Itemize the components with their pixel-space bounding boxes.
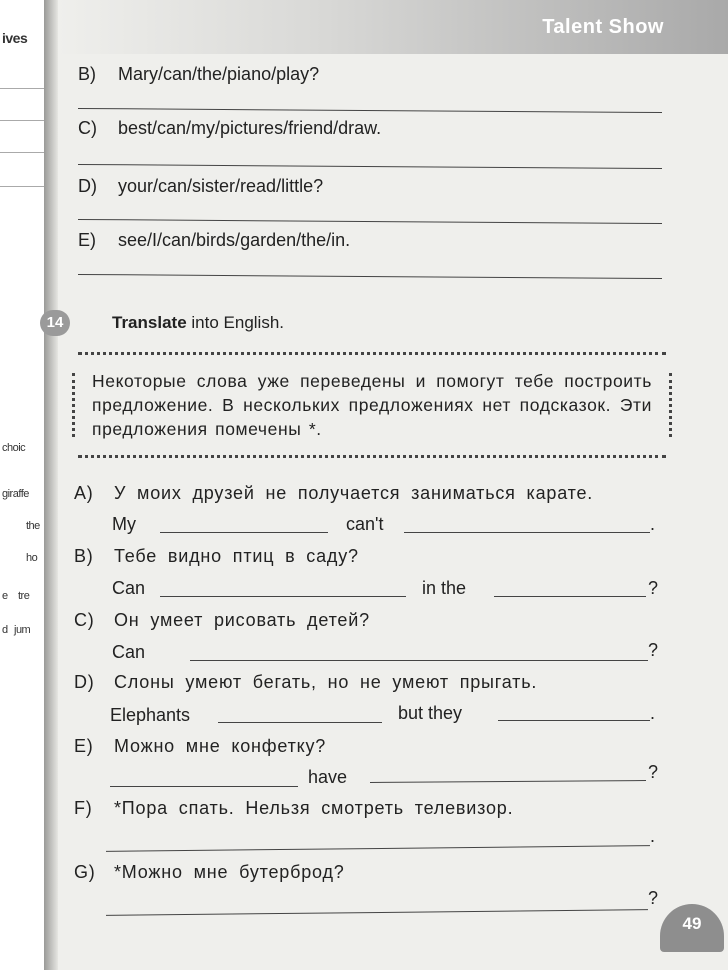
answer-blank[interactable] xyxy=(494,596,646,597)
ex13-item-e xyxy=(78,230,350,251)
given-words: in the xyxy=(422,578,467,598)
russian-sentence: У моих друзей не получается заниматься карате. xyxy=(114,483,594,503)
scrambled-words: Mary/can/the/piano/play? xyxy=(118,64,320,84)
scrambled-words: your/can/sister/read/little? xyxy=(118,176,324,196)
item-letter: G) xyxy=(74,862,96,882)
divider xyxy=(0,186,44,187)
ex14-item-f xyxy=(74,798,513,819)
russian-sentence: Тебе видно птиц в саду? xyxy=(114,546,359,566)
item-letter: C) xyxy=(78,118,97,138)
given-word: Can xyxy=(112,578,146,598)
item-letter: A) xyxy=(74,483,94,503)
given-word: Elephants xyxy=(110,705,191,725)
item-letter: F) xyxy=(74,798,93,818)
answer-blank[interactable] xyxy=(110,786,298,787)
divider xyxy=(0,152,44,153)
ex13-item-c xyxy=(78,118,381,139)
given-word: have xyxy=(308,767,348,787)
ex14-item-g xyxy=(74,862,345,883)
ex13-item-d xyxy=(78,176,323,197)
end-punctuation: ? xyxy=(648,578,659,598)
left-page-fragment: e xyxy=(2,590,8,602)
end-punctuation: ? xyxy=(648,762,659,782)
given-word: can't xyxy=(346,514,384,534)
item-letter: E) xyxy=(78,230,96,250)
answer-line[interactable] xyxy=(78,108,662,113)
answer-blank[interactable] xyxy=(498,720,650,721)
page-number-badge: 49 xyxy=(660,904,724,952)
left-page-fragment: ives xyxy=(2,30,28,46)
page-title: Talent Show xyxy=(542,16,664,38)
item-letter: B) xyxy=(74,546,94,566)
item-letter: C) xyxy=(74,610,95,630)
russian-sentence: *Пора спать. Нельзя смотреть телевизор. xyxy=(114,798,514,818)
russian-sentence: Слоны умеют бегать, но не умеют прыгать. xyxy=(114,672,538,692)
answer-blank[interactable] xyxy=(218,722,382,723)
ex13-item-b xyxy=(78,64,319,85)
instruction-text: into English. xyxy=(191,313,285,332)
answer-blank[interactable] xyxy=(370,780,646,783)
ex14-item-d xyxy=(74,672,537,693)
end-punctuation: ? xyxy=(648,640,659,660)
left-page-fragment: tre xyxy=(18,590,30,602)
answer-line[interactable] xyxy=(78,274,662,279)
russian-sentence: *Можно мне бутерброд? xyxy=(114,862,345,882)
ex14-item-c xyxy=(74,610,370,631)
answer-line[interactable] xyxy=(106,909,648,916)
given-words: but they xyxy=(398,703,463,723)
divider xyxy=(0,120,44,121)
given-word: Can xyxy=(112,642,146,662)
end-punctuation: ? xyxy=(648,888,659,908)
exercise-number-badge: 14 xyxy=(40,310,70,336)
item-letter: E) xyxy=(74,736,94,756)
exercise-instruction xyxy=(112,313,284,333)
ex14-item-a xyxy=(74,483,593,504)
divider xyxy=(0,88,44,89)
russian-sentence: Можно мне конфетку? xyxy=(114,736,327,756)
answer-line[interactable] xyxy=(78,219,662,224)
page-header xyxy=(58,0,728,54)
answer-blank[interactable] xyxy=(404,532,650,533)
left-page-fragment: choic xyxy=(2,442,26,454)
item-letter: D) xyxy=(78,176,97,196)
end-punctuation: . xyxy=(650,826,656,846)
answer-blank[interactable] xyxy=(160,596,406,597)
hint-box xyxy=(78,352,666,458)
left-page-strip xyxy=(0,0,45,970)
item-letter: B) xyxy=(78,64,96,84)
left-page-fragment: the xyxy=(26,520,40,532)
scrambled-words: best/can/my/pictures/friend/draw. xyxy=(118,118,382,138)
given-word: My xyxy=(112,514,136,534)
answer-blank[interactable] xyxy=(190,660,648,661)
answer-line[interactable] xyxy=(106,845,650,852)
answer-blank[interactable] xyxy=(160,532,328,533)
end-punctuation: . xyxy=(650,703,656,723)
ex14-item-b xyxy=(74,546,359,567)
russian-sentence: Он умеет рисовать детей? xyxy=(114,610,370,630)
hint-text: Некоторые слова уже переведены и помогут тебе построить предложение. В нескольких предложениях нет подсказок. Эти предложения помечены *. xyxy=(92,371,652,439)
left-page-fragment: d xyxy=(2,624,8,636)
item-letter: D) xyxy=(74,672,95,692)
book-spine-shadow xyxy=(44,0,58,970)
answer-line[interactable] xyxy=(78,164,662,169)
left-page-fragment: jum xyxy=(14,624,31,636)
ex14-item-e xyxy=(74,736,326,757)
end-punctuation: . xyxy=(650,514,656,534)
left-page-fragment: giraffe xyxy=(2,488,29,500)
left-page-fragment: ho xyxy=(26,552,38,564)
instruction-bold: Translate xyxy=(112,313,187,332)
scrambled-words: see/I/can/birds/garden/the/in. xyxy=(118,230,351,250)
